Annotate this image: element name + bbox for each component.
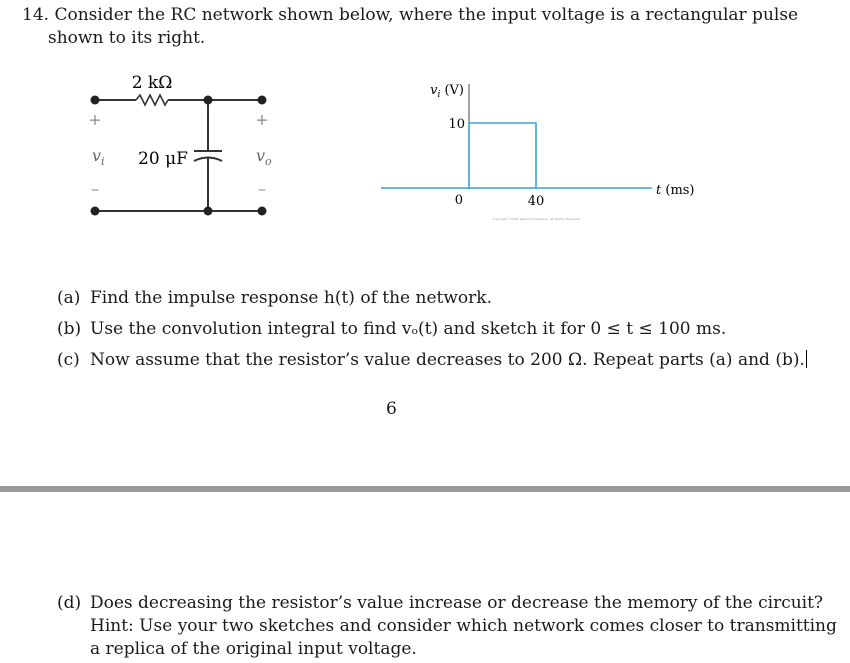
- y-axis-label: $v_i$ (V): [430, 83, 464, 100]
- text-cursor: [806, 350, 807, 368]
- input-minus: –: [91, 179, 99, 198]
- problem-statement: [22, 4, 798, 50]
- resistor-label: 2 kΩ: [131, 73, 173, 93]
- capacitor-label: 20 μF: [138, 149, 188, 169]
- part-c-label: (c): [57, 350, 80, 370]
- level-label: 10: [448, 117, 465, 132]
- input-voltage-label: $v_i$: [92, 146, 105, 168]
- part-b-text: Use the convolution integral to find vₒ(t) and sketch it for 0 ≤ t ≤ 100 ms.: [90, 319, 727, 339]
- page-divider: [0, 486, 850, 492]
- output-minus: –: [258, 179, 266, 198]
- part-d: [57, 592, 837, 661]
- problem-line-2: shown to its right.: [48, 28, 206, 48]
- output-terminal-top: [258, 96, 267, 105]
- origin-label: 0: [454, 193, 463, 208]
- part-d-line-1: Does decreasing the resistor’s value increase or decrease the memory of the circuit?: [90, 593, 824, 613]
- copyright-notice: Copyright ©2008 Pearson Education, All Rights Reserved: [491, 217, 581, 221]
- output-voltage-label: $v_o$: [256, 146, 272, 168]
- part-a: [57, 287, 492, 310]
- part-c: [57, 349, 807, 372]
- part-d-line-3: a replica of the original input voltage.: [90, 639, 417, 659]
- output-terminal-bottom: [258, 207, 267, 216]
- part-d-line-2: Hint: Use your two sketches and consider which network comes closer to transmitting: [90, 616, 837, 636]
- input-pulse-graph: [376, 74, 706, 234]
- part-b-label: (b): [57, 319, 82, 339]
- rc-circuit-diagram: [80, 66, 280, 226]
- part-a-text: Find the impulse response h(t) of the network.: [90, 288, 492, 308]
- end-time-label: 40: [527, 194, 545, 209]
- node-bottom: [204, 207, 213, 216]
- part-b: [57, 318, 726, 341]
- part-c-text: Now assume that the resistor’s value decreases to 200 Ω. Repeat parts (a) and (b).: [90, 350, 805, 370]
- problem-line-1: Consider the RC network shown below, where the input voltage is a rectangular pulse: [54, 5, 799, 25]
- input-terminal-top: [91, 96, 100, 105]
- pulse-trace: [469, 123, 536, 188]
- input-plus: +: [88, 110, 102, 129]
- node-top: [204, 96, 213, 105]
- problem-number: 14.: [22, 5, 50, 25]
- output-plus: +: [255, 110, 269, 129]
- part-d-label: (d): [57, 593, 82, 613]
- resistor-symbol: [136, 95, 168, 105]
- part-a-label: (a): [57, 288, 81, 308]
- input-terminal-bottom: [91, 207, 100, 216]
- x-axis-label: t (ms): [656, 183, 695, 198]
- page-number: 6: [386, 399, 397, 419]
